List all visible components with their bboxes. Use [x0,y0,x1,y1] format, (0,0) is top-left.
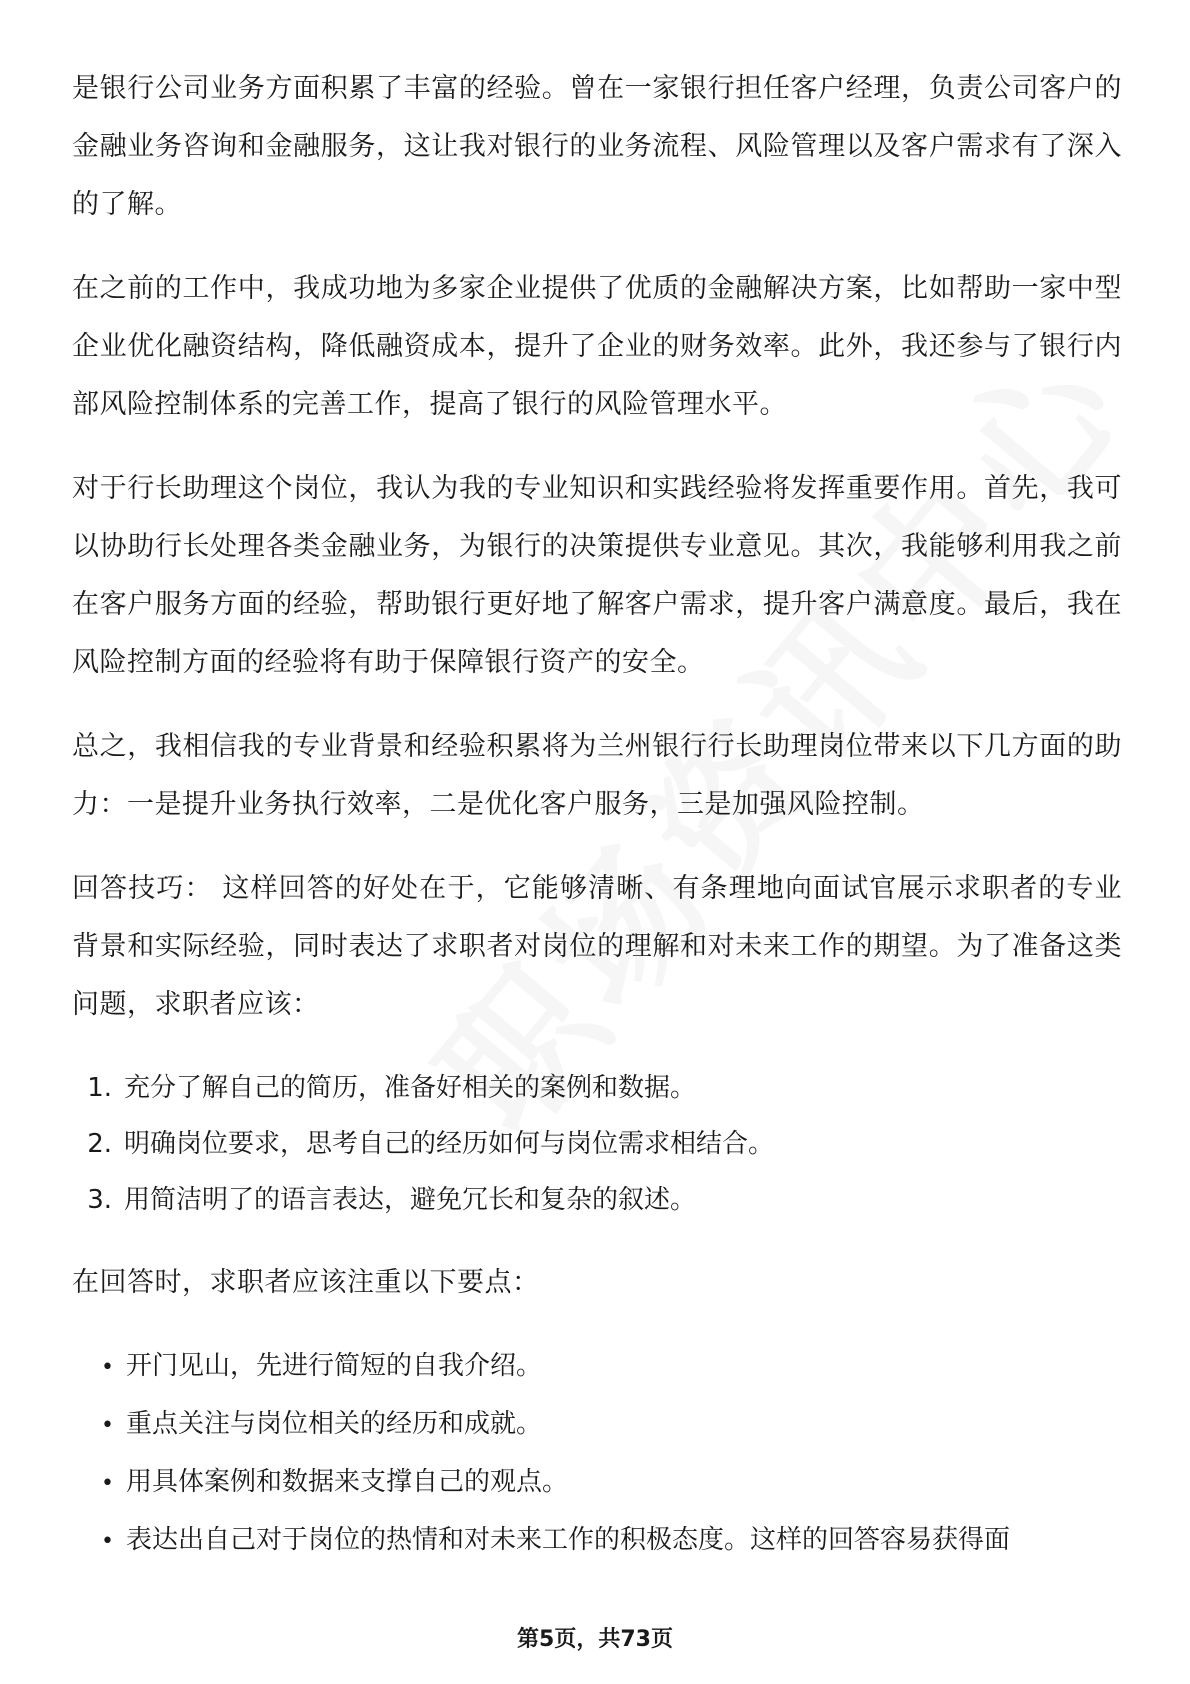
bullet-list [72,1338,1122,1570]
page-footer: 第5页，共73页 [517,1627,673,1652]
bullet-marker: • [101,1413,114,1438]
list-item-text: 明确岗位要求，思考自己的经历如何与岗位需求相结合。 [124,1129,775,1159]
bullet-marker: • [101,1355,114,1380]
paragraph-achievements: 在之前的工作中，我成功地为多家企业提供了优质的金融解决方案，比如帮助一家中型企业优化融资结构，降低融资成本，提升了企业的财务效率。此外，我还参与了银行内部风险控制体系的完善工作，提高了银行的风险管理水平。 [72,273,1122,420]
bullet-marker: • [101,1529,114,1554]
paragraph-key-points-intro: 在回答时，求职者应该注重以下要点： [72,1267,540,1298]
paragraph-experience: 是银行公司业务方面积累了丰富的经验。曾在一家银行担任客户经理，负责公司客户的金融业务咨询和金融服务，这让我对银行的业务流程、风险管理以及客户需求有了深入的了解。 [72,73,1122,220]
list-item [72,1396,1122,1454]
list-item-text: 用具体案例和数据来支撑自己的观点。 [126,1467,569,1497]
list-marker: 3. [87,1185,112,1215]
document-body [72,60,1122,1596]
list-item-text: 开门见山，先进行简短的自我介绍。 [126,1351,543,1381]
list-marker: 2. [87,1129,112,1159]
paragraph-role-fit: 对于行长助理这个岗位，我认为我的专业知识和实践经验将发挥重要作用。首先，我可以协助行长处理各类金融业务，为银行的决策提供专业意见。其次，我能够利用我之前在客户服务方面的经验，帮助银行更好地了解客户需求，提升客户满意度。最后，我在风险控制方面的经验将有助于保障银行资产的安全。 [72,473,1122,678]
list-item-text: 用简洁明了的语言表达，避免冗长和复杂的叙述。 [124,1185,697,1215]
list-item [72,1338,1122,1396]
list-item [72,1116,1122,1172]
list-item-text: 重点关注与岗位相关的经历和成就。 [126,1409,543,1439]
ordered-list [72,1060,1122,1228]
list-item [72,1172,1122,1228]
list-item [72,1454,1122,1512]
list-item [72,1060,1122,1116]
paragraph-answer-tips: 回答技巧： 这样回答的好处在于，它能够清晰、有条理地向面试官展示求职者的专业背景和实际经验，同时表达了求职者对岗位的理解和对未来工作的期望。为了准备这类问题，求职者应该： [72,873,1122,1020]
bullet-marker: • [101,1471,114,1496]
list-item [72,1512,1122,1570]
paragraph-summary: 总之，我相信我的专业背景和经验积累将为兰州银行行长助理岗位带来以下几方面的助力：一是提升业务执行效率，二是优化客户服务，三是加强风险控制。 [72,731,1122,820]
list-marker: 1. [87,1073,112,1103]
list-item-text: 充分了解自己的简历，准备好相关的案例和数据。 [124,1073,697,1103]
list-item-text: 表达出自己对于岗位的热情和对未来工作的积极态度。这样的回答容易获得面 [126,1525,1011,1555]
